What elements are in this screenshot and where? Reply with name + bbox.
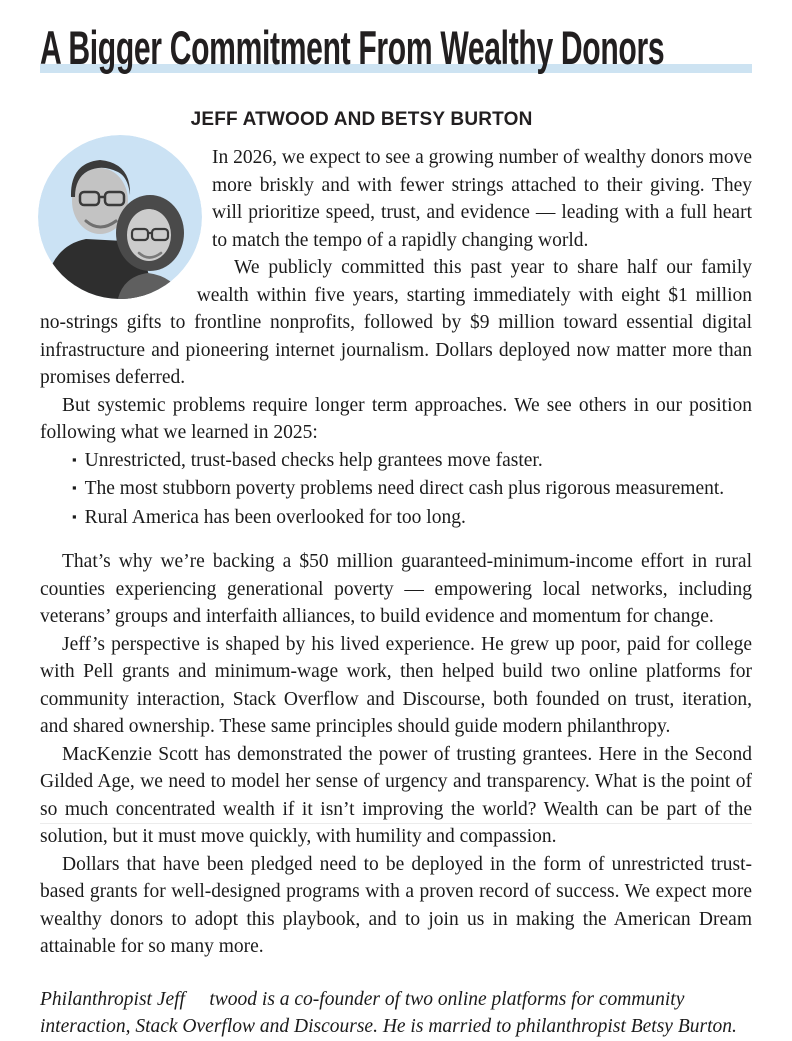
paragraph-backing: That’s why we’re backing a $50 million guaranteed-minimum-income effort in rural counties experiencing generational poverty — empowering local networks, including veterans’ groups and interfaith alliances, to build evidence and momentum for change. [40, 551, 752, 627]
paragraph-jeff-perspective: Jeff’s perspective is shaped by his lived experience. He grew up poor, paid for college with Pell grants and minimum-wage work, then helped build two online platforms for community interaction, Stack Overflow and Discourse, both founded on trust, iteration, and shared ownership. These same principles should guide modern philanthropy. [40, 633, 752, 737]
lessons-bullet-list [40, 447, 752, 533]
couple-portrait-icon [38, 135, 202, 299]
byline: JEFF ATWOOD AND BETSY BURTON [190, 109, 533, 130]
paragraph-mackenzie-scott: MacKenzie Scott has demonstrated the power of trusting grantees. Here in the Second Gilded Age, we need to model her sense of urgency and transparency. What is the point of so much concentrated wealth if it isn’t improving the world? Wealth can be part of the solution, but it must move quickly, with humility and compassion. [40, 743, 752, 847]
paragraph-intro: In 2026, we expect to see a growing number of wealthy donors move more briskly and with fewer strings attached to their giving. They will prioritize speed, trust, and evidence — leading with a full heart to match the tempo of a rapidly changing world. [212, 147, 752, 251]
page-title: A Bigger Commitment From Wealthy Donors [40, 21, 665, 74]
bullet-item: ▪ Rural America has been overlooked for too long. [72, 504, 752, 533]
bullet-item: ▪ The most stubborn poverty problems need direct cash plus rigorous measurement. [72, 475, 752, 504]
author-bio-note: Philanthropist Jeff twood is a co-founder of two online platforms for community interaction, Stack Overflow and Discourse. He is married to philanthropist Betsy Burton. [40, 988, 737, 1037]
bullet-item: ▪ Unrestricted, trust-based checks help grantees move faster. [72, 447, 752, 476]
paragraph-systemic: But systemic problems require longer term approaches. We see others in our position following what we learned in 2025: [40, 394, 752, 443]
article-body [40, 109, 752, 1041]
authors-photo [38, 135, 202, 299]
title-block [40, 21, 752, 74]
paragraph-dollars-pledged: Dollars that have been pledged need to be deployed in the form of unrestricted trust-based grants for well-designed programs with a proven record of success. We expect more wealthy donors to adopt this playbook, and to join us in making the American Dream attainable for so many more. [40, 853, 752, 957]
paragraph-commitment: We publicly committed this past year to share half our family wealth within five years, starting immediately with eight $1 million no-strings gifts to frontline nonprofits, followed by $9 million toward essential digital infrastructure and pioneering internet journalism. Dollars deployed now matter more than promises deferred. [40, 257, 752, 388]
bottom-divider [40, 823, 752, 824]
